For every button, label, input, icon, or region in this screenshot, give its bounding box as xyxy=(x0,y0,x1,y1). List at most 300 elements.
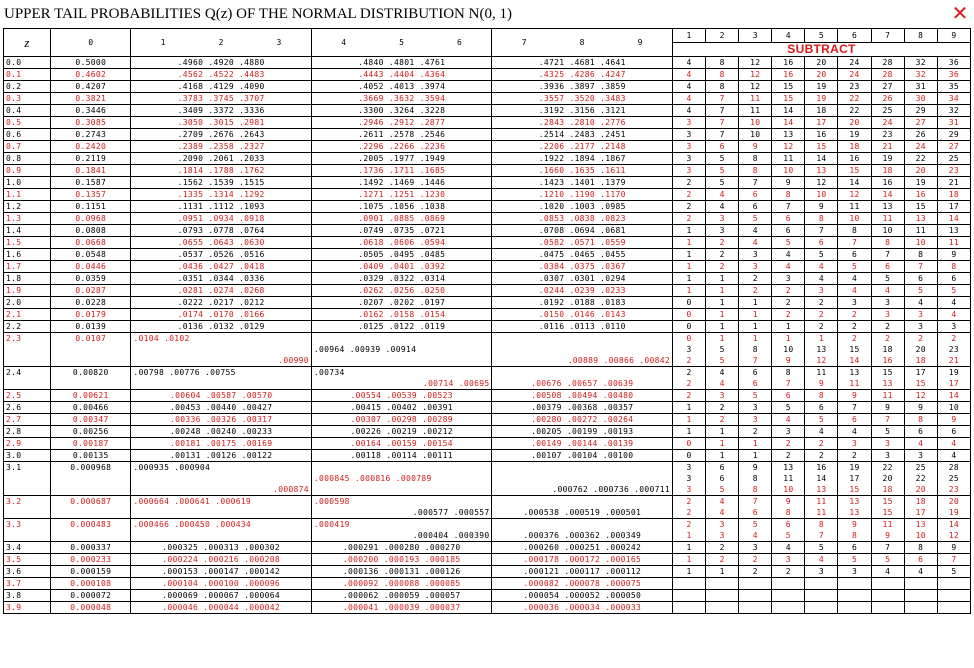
diff-value: 11 xyxy=(739,105,772,117)
table-row xyxy=(4,213,971,225)
diff-value: 23 xyxy=(937,165,970,177)
z-value: 3.9 xyxy=(4,602,51,614)
cols-789-values: .0582 .0571 .0559 xyxy=(492,237,673,249)
diff-value-stack xyxy=(673,367,706,390)
cols-123-values: .0174 .0170 .0166 xyxy=(131,309,312,321)
diff-value: 10 xyxy=(783,345,794,354)
diff-value: 20 xyxy=(915,485,926,494)
diff-value: 3 xyxy=(838,438,871,450)
cols-789-values: .0708 .0694 .0681 xyxy=(492,225,673,237)
val-top: .000598 xyxy=(313,497,350,506)
diff-value: 14 xyxy=(937,390,970,402)
col-0-header: 0 xyxy=(51,29,131,57)
diff-value: 32 xyxy=(937,105,970,117)
diff-value: 4 xyxy=(805,426,838,438)
diff-value: 4 xyxy=(739,225,772,237)
diff-value: 8 xyxy=(706,69,739,81)
cols-456-header xyxy=(311,29,492,57)
z-value: 1.0 xyxy=(4,177,51,189)
diff-value-stack xyxy=(673,333,706,367)
diff-value xyxy=(772,578,805,590)
diff-value: 2 xyxy=(838,309,871,321)
diff-value: 4 xyxy=(937,309,970,321)
diff-value: 8 xyxy=(752,474,758,483)
diff-value: 5 xyxy=(706,165,739,177)
diff-value-stack xyxy=(772,496,805,519)
cols-789-values: .2206 .2177 .2148 xyxy=(492,141,673,153)
diff-value: 34 xyxy=(937,93,970,105)
diff-value: 7 xyxy=(871,414,904,426)
cols-123-values: .0351 .0344 .0336 xyxy=(131,273,312,285)
z-value: 0.9 xyxy=(4,165,51,177)
diff-col-header-3: 3 xyxy=(739,29,772,43)
diff-value: 6 xyxy=(785,520,791,529)
diff-value: 1 xyxy=(706,438,739,450)
diff-value: 6 xyxy=(739,201,772,213)
diff-value: 3 xyxy=(686,463,692,472)
val-bottom: .00676 .00657 .00639 xyxy=(531,379,634,388)
diff-value-stack xyxy=(904,519,937,542)
diff-value: 11 xyxy=(838,201,871,213)
cols-123-values: .2389 .2358 .2327 xyxy=(131,141,312,153)
diff-value: 3 xyxy=(772,554,805,566)
blank xyxy=(494,519,670,530)
diff-value: 6 xyxy=(904,273,937,285)
table-row xyxy=(4,578,971,590)
diff-value: 6 xyxy=(838,249,871,261)
diff-value: 1 xyxy=(706,273,739,285)
z-header: z xyxy=(4,29,51,57)
diff-value: 10 xyxy=(915,531,926,540)
diff-value: 13 xyxy=(783,463,794,472)
diff-value: 7 xyxy=(752,497,758,506)
diff-value: 25 xyxy=(937,153,970,165)
diff-value: 15 xyxy=(904,201,937,213)
diff-value: 10 xyxy=(904,237,937,249)
table-row xyxy=(4,590,971,602)
cols-789-header xyxy=(492,29,673,57)
diff-value: 1 xyxy=(673,402,706,414)
diff-value: 9 xyxy=(937,414,970,426)
diff-value-stack xyxy=(739,496,772,519)
diff-value: 28 xyxy=(871,69,904,81)
close-icon[interactable]: ✕ xyxy=(951,1,969,25)
diff-value: 0 xyxy=(673,438,706,450)
diff-value: 9 xyxy=(838,390,871,402)
val-mid: .00964 .00939 .00914 xyxy=(313,345,417,354)
diff-value: 20 xyxy=(948,497,959,506)
z-value: 3.6 xyxy=(4,566,51,578)
diff-value: 0 xyxy=(673,450,706,462)
diff-value: 22 xyxy=(838,93,871,105)
diff-value: 3 xyxy=(673,141,706,153)
diff-value: 13 xyxy=(871,201,904,213)
diff-value: 3 xyxy=(673,165,706,177)
cols-456-values xyxy=(311,462,492,496)
diff-value-stack xyxy=(739,519,772,542)
diff-value-stack xyxy=(673,496,706,519)
diff-value: 12 xyxy=(739,81,772,93)
diff-value: 18 xyxy=(882,485,893,494)
diff-value: 22 xyxy=(838,105,871,117)
diff-value: 6 xyxy=(706,141,739,153)
cols-123-values: .00453 .00440 .00427 xyxy=(131,402,312,414)
col-0-value: 0.0179 xyxy=(51,309,131,321)
diff-value: 7 xyxy=(706,105,739,117)
cols-789-values: .1423 .1401 .1379 xyxy=(492,177,673,189)
z-value: 2.1 xyxy=(4,309,51,321)
diff-value: 2 xyxy=(706,237,739,249)
diff-value: 2 xyxy=(706,249,739,261)
diff-value-stack xyxy=(871,519,904,542)
cols-789-values: .2843 .2810 .2776 xyxy=(492,117,673,129)
diff-value: 1 xyxy=(673,542,706,554)
diff-value: 7 xyxy=(937,554,970,566)
diff-value-stack xyxy=(739,333,772,367)
diff-value-stack xyxy=(838,333,871,367)
diff-value: 4 xyxy=(805,554,838,566)
diff-value: 18 xyxy=(838,141,871,153)
diff-value: 11 xyxy=(937,237,970,249)
cols-789-values: .00508 .00494 .00480 xyxy=(492,390,673,402)
table-row xyxy=(4,450,971,462)
diff-value: 2 xyxy=(838,450,871,462)
diff-value xyxy=(838,590,871,602)
diff-value: 5 xyxy=(739,213,772,225)
z-value: 0.0 xyxy=(4,57,51,69)
diff-value-stack xyxy=(706,519,739,542)
diff-value: 9 xyxy=(937,249,970,261)
diff-value: 7 xyxy=(904,261,937,273)
blank xyxy=(494,473,670,484)
diff-value xyxy=(772,602,805,614)
diff-value: 27 xyxy=(871,81,904,93)
diff-value: 20 xyxy=(805,57,838,69)
diff-value: 4 xyxy=(673,57,706,69)
diff-value: 5 xyxy=(937,566,970,578)
cols-123-values: .1131 .1112 .1093 xyxy=(131,201,312,213)
diff-value: 22 xyxy=(882,463,893,472)
diff-value: 8 xyxy=(851,531,858,540)
title-bar xyxy=(0,0,974,28)
col-0-value: 0.4602 xyxy=(51,69,131,81)
blank xyxy=(494,344,670,355)
diff-value: 5 xyxy=(739,390,772,402)
diff-value: 10 xyxy=(739,129,772,141)
col-header-cols123-2: 3 xyxy=(276,38,282,47)
diff-value: 2 xyxy=(805,450,838,462)
diff-col-header-4: 4 xyxy=(772,29,805,43)
cols-123-values xyxy=(131,496,312,519)
diff-value: 0 xyxy=(673,309,706,321)
diff-value: 29 xyxy=(904,105,937,117)
diff-value: 2 xyxy=(686,356,692,365)
diff-value: 2 xyxy=(772,566,805,578)
diff-value: 2 xyxy=(739,285,772,297)
col-0-value: 0.00347 xyxy=(51,414,131,426)
diff-value: 3 xyxy=(719,520,725,529)
diff-value: 8 xyxy=(739,153,772,165)
diff-value: 13 xyxy=(816,485,827,494)
diff-value: 4 xyxy=(752,531,758,540)
diff-value: 5 xyxy=(719,345,725,354)
diff-value: 13 xyxy=(882,379,893,388)
diff-value: 3 xyxy=(686,485,692,494)
col-0-value: 0.1587 xyxy=(51,177,131,189)
z-value: 0.5 xyxy=(4,117,51,129)
diff-value: 12 xyxy=(816,356,827,365)
diff-value-stack xyxy=(904,333,937,367)
diff-value: 15 xyxy=(915,379,926,388)
diff-value: 5 xyxy=(937,285,970,297)
diff-value: 15 xyxy=(882,368,893,377)
cols-123-values: .00336 .00326 .00317 xyxy=(131,414,312,426)
cols-456-values: .000291 .000280 .000270 xyxy=(311,542,492,554)
diff-value: 3 xyxy=(686,345,692,354)
diff-value: 9 xyxy=(772,177,805,189)
diff-value-stack xyxy=(805,519,838,542)
diff-value: 4 xyxy=(904,297,937,309)
diff-value: 4 xyxy=(719,497,725,506)
diff-value xyxy=(706,590,739,602)
val-bottom: .000874 xyxy=(273,485,309,494)
diff-value: 19 xyxy=(849,463,860,472)
z-value: 3.0 xyxy=(4,450,51,462)
col-0-value: 0.000337 xyxy=(51,542,131,554)
diff-value: 11 xyxy=(904,225,937,237)
diff-value: 23 xyxy=(871,129,904,141)
cols-123-values: .0537 .0526 .0516 xyxy=(131,249,312,261)
z-value: 2.7 xyxy=(4,414,51,426)
diff-value: 3 xyxy=(686,474,692,483)
cols-789-values: .00107 .00104 .00100 xyxy=(492,450,673,462)
subtract-label: SUBTRACT xyxy=(673,43,971,57)
cols-123-values xyxy=(131,333,312,367)
diff-value: 3 xyxy=(706,213,739,225)
diff-value: 5 xyxy=(871,273,904,285)
diff-value: 5 xyxy=(719,485,725,494)
diff-value: 3 xyxy=(739,542,772,554)
blank xyxy=(494,496,670,507)
cols-789-values: .0384 .0375 .0367 xyxy=(492,261,673,273)
diff-value-stack xyxy=(937,519,970,542)
diff-value-stack xyxy=(805,462,838,496)
diff-value: 8 xyxy=(937,261,970,273)
diff-value: 19 xyxy=(838,129,871,141)
diff-value-stack xyxy=(871,462,904,496)
table-row xyxy=(4,390,971,402)
diff-value-stack xyxy=(871,367,904,390)
diff-value: 17 xyxy=(915,508,926,517)
diff-value-stack xyxy=(772,519,805,542)
diff-value: 4 xyxy=(706,201,739,213)
cols-456-values: .0262 .0256 .0250 xyxy=(311,285,492,297)
cols-123-values: .00131 .00126 .00122 xyxy=(131,450,312,462)
blank xyxy=(314,333,490,344)
cols-789-values xyxy=(492,333,673,367)
table-row xyxy=(4,542,971,554)
col-0-value: 0.00621 xyxy=(51,390,131,402)
cols-789-values: .00205 .00199 .00193 xyxy=(492,426,673,438)
z-value: 2.5 xyxy=(4,390,51,402)
cols-789-values: .3936 .3897 .3859 xyxy=(492,81,673,93)
z-value: 0.7 xyxy=(4,141,51,153)
val-top: .0104 .0102 xyxy=(133,334,190,343)
z-value: 1.5 xyxy=(4,237,51,249)
diff-value: 4 xyxy=(772,261,805,273)
diff-value: 8 xyxy=(904,542,937,554)
diff-value: 19 xyxy=(948,508,959,517)
table-row xyxy=(4,165,971,177)
diff-value: 4 xyxy=(904,438,937,450)
diff-value: 2 xyxy=(772,297,805,309)
col-0-value: 0.0228 xyxy=(51,297,131,309)
diff-value: 4 xyxy=(937,450,970,462)
col-header-cols456-2: 6 xyxy=(457,38,463,47)
diff-value: 9 xyxy=(785,356,791,365)
diff-value: 6 xyxy=(805,237,838,249)
diff-value: 8 xyxy=(785,368,791,377)
val-bottom: .00714 .00695 xyxy=(422,379,490,388)
cols-456-values: .1736 .1711 .1685 xyxy=(311,165,492,177)
col-0-value: 0.0287 xyxy=(51,285,131,297)
col-0-value: 0.2743 xyxy=(51,129,131,141)
table-row xyxy=(4,57,971,69)
diff-value: 14 xyxy=(805,153,838,165)
diff-value: 3 xyxy=(772,426,805,438)
col-0-value: 0.0548 xyxy=(51,249,131,261)
diff-value: 4 xyxy=(673,69,706,81)
table-row xyxy=(4,554,971,566)
diff-value: 17 xyxy=(948,379,959,388)
diff-value: 16 xyxy=(816,463,827,472)
col-0-value: 0.3821 xyxy=(51,93,131,105)
val-top: .000935 .000904 xyxy=(133,463,211,472)
cols-456-values: .2005 .1977 .1949 xyxy=(311,153,492,165)
diff-value: 25 xyxy=(948,474,959,483)
diff-value: 5 xyxy=(772,237,805,249)
diff-value: 2 xyxy=(851,334,858,343)
diff-value-stack xyxy=(706,333,739,367)
diff-value: 31 xyxy=(904,81,937,93)
diff-value: 8 xyxy=(706,81,739,93)
diff-value: 15 xyxy=(772,93,805,105)
diff-value: 14 xyxy=(871,189,904,201)
diff-value: 1 xyxy=(673,261,706,273)
cols-789-values xyxy=(492,367,673,390)
cols-789-values: .000036 .000034 .000033 xyxy=(492,602,673,614)
diff-value: 3 xyxy=(739,249,772,261)
diff-value: 3 xyxy=(739,402,772,414)
diff-value: 9 xyxy=(885,531,891,540)
table-row xyxy=(4,225,971,237)
table-row xyxy=(4,566,971,578)
diff-value: 4 xyxy=(719,508,725,517)
diff-value: 24 xyxy=(904,141,937,153)
cols-456-values: .2296 .2266 .2236 xyxy=(311,141,492,153)
diff-value: 4 xyxy=(772,249,805,261)
col-0-value: 0.2420 xyxy=(51,141,131,153)
blank xyxy=(133,344,309,355)
diff-value-stack xyxy=(772,367,805,390)
val-bottom: .00990 xyxy=(278,356,309,365)
cols-123-values: .3783 .3745 .3707 xyxy=(131,93,312,105)
diff-value: 20 xyxy=(805,69,838,81)
diff-value: 2 xyxy=(686,379,692,388)
diff-value: 7 xyxy=(871,542,904,554)
diff-value: 1 xyxy=(673,285,706,297)
col-0-value: 0.0446 xyxy=(51,261,131,273)
diff-value: 7 xyxy=(706,117,739,129)
diff-value: 12 xyxy=(739,69,772,81)
diff-value: 9 xyxy=(752,463,758,472)
header-row xyxy=(4,29,971,43)
diff-value: 2 xyxy=(706,554,739,566)
cols-789-values: .4721 .4681 .4641 xyxy=(492,57,673,69)
diff-value: 6 xyxy=(739,189,772,201)
diff-value: 28 xyxy=(871,57,904,69)
diff-value: 19 xyxy=(904,177,937,189)
table-row-split xyxy=(4,333,971,367)
diff-value-stack xyxy=(706,462,739,496)
z-value: 2.2 xyxy=(4,321,51,333)
diff-value-stack xyxy=(772,333,805,367)
diff-value: 0 xyxy=(686,334,692,343)
diff-value: 6 xyxy=(772,390,805,402)
z-value: 2.8 xyxy=(4,426,51,438)
table-row-split xyxy=(4,496,971,519)
col-0-value: 0.000233 xyxy=(51,554,131,566)
cols-123-values: .0222 .0217 .0212 xyxy=(131,297,312,309)
cols-456-values: .0125 .0122 .0119 xyxy=(311,321,492,333)
diff-col-header-8: 8 xyxy=(904,29,937,43)
diff-value: 16 xyxy=(805,129,838,141)
diff-value: 6 xyxy=(752,379,758,388)
diff-value: 2 xyxy=(885,334,891,343)
diff-value: 11 xyxy=(849,379,860,388)
table-row xyxy=(4,141,971,153)
table-row xyxy=(4,117,971,129)
col-header-cols123-0: 1 xyxy=(160,38,166,47)
diff-value: 1 xyxy=(739,321,772,333)
diff-value: 9 xyxy=(785,497,791,506)
diff-value: 2 xyxy=(706,261,739,273)
diff-value: 5 xyxy=(785,531,791,540)
cols-456-values xyxy=(311,333,492,367)
cols-123-values: .000325 .000313 .000302 xyxy=(131,542,312,554)
diff-value: 2 xyxy=(673,189,706,201)
table-row xyxy=(4,414,971,426)
diff-value: 11 xyxy=(871,390,904,402)
cols-456-values xyxy=(311,367,492,390)
cols-123-values: .000046 .000044 .000042 xyxy=(131,602,312,614)
diff-value: 4 xyxy=(871,566,904,578)
col-0-value: 0.0968 xyxy=(51,213,131,225)
cols-456-values: .000041 .000039 .000037 xyxy=(311,602,492,614)
z-value: 1.9 xyxy=(4,285,51,297)
diff-value: 6 xyxy=(719,463,725,472)
diff-value: 2 xyxy=(739,554,772,566)
diff-value: 4 xyxy=(838,285,871,297)
diff-value: 25 xyxy=(915,463,926,472)
col-header-cols789-1: 8 xyxy=(579,38,585,47)
diff-value: 11 xyxy=(772,153,805,165)
table-row xyxy=(4,249,971,261)
diff-value: 5 xyxy=(871,426,904,438)
cols-789-values: .000121 .000117 .000112 xyxy=(492,566,673,578)
cols-123-values: .2090 .2061 .2033 xyxy=(131,153,312,165)
cols-456-values: .00118 .00114 .00111 xyxy=(311,450,492,462)
